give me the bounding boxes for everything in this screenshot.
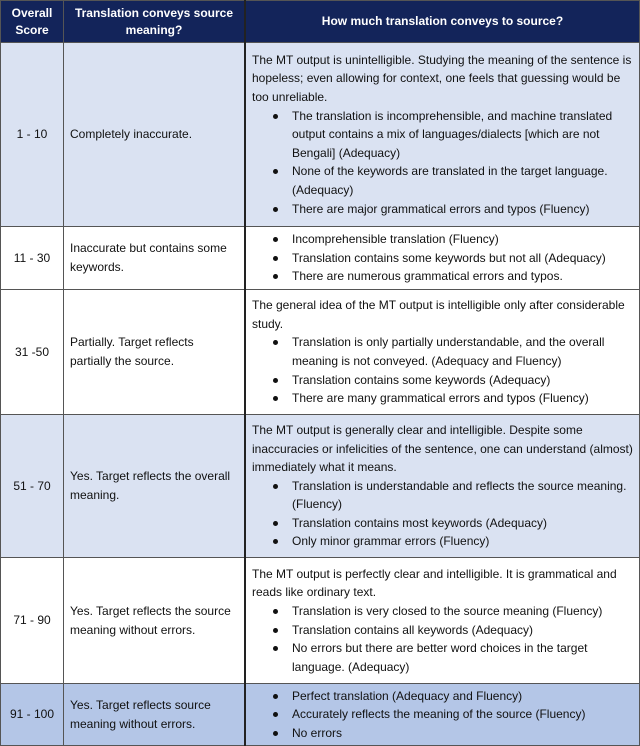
description-cell [245, 684, 640, 746]
criteria-item: No errors [292, 724, 633, 743]
header-overall-score: Overall Score [1, 1, 64, 43]
description-intro: The MT output is perfectly clear and intelligible. It is grammatical and reads like ordinary text. [252, 566, 617, 600]
criteria-item: Only minor grammar errors (Fluency) [292, 532, 633, 551]
table-row [1, 558, 640, 684]
score-cell: 51 - 70 [1, 415, 64, 558]
criteria-item: The translation is incomprehensible, and machine translated output contains a mix of languages/dialects [which are not Bengali] (Adequacy) [292, 107, 633, 163]
criteria-item: None of the keywords are translated in the target language. (Adequacy) [292, 162, 633, 199]
table-row [1, 684, 640, 746]
description-cell [245, 558, 640, 684]
criteria-item: Translation contains most keywords (Adequacy) [292, 514, 633, 533]
criteria-list [252, 333, 633, 407]
description-intro: The general idea of the MT output is intelligible only after considerable study. [252, 298, 625, 331]
table-row [1, 415, 640, 558]
criteria-item: Translation contains some keywords (Adequacy) [292, 371, 633, 390]
header-row [1, 1, 640, 43]
meaning-cell: Yes. Target reflects the source meaning without errors. [64, 558, 246, 684]
criteria-item: Perfect translation (Adequacy and Fluency) [292, 687, 633, 706]
criteria-item: Translation is understandable and reflects the source meaning. (Fluency) [292, 477, 633, 514]
criteria-list [252, 602, 633, 676]
criteria-item: No errors but there are better word choices in the target language. (Adequacy) [292, 639, 633, 676]
description-cell [245, 290, 640, 415]
criteria-item: Incomprehensible translation (Fluency) [292, 230, 633, 249]
score-cell: 31 -50 [1, 290, 64, 415]
criteria-list [252, 230, 633, 286]
table-row [1, 290, 640, 415]
criteria-item: There are many grammatical errors and typos (Fluency) [292, 389, 633, 408]
description-cell [245, 43, 640, 227]
description-cell [245, 415, 640, 558]
description-intro: The MT output is unintelligible. Studying the meaning of the sentence is hopeless; even allowing for context, one feels that guessing would be too unreliable. [252, 52, 632, 105]
description-intro: The MT output is generally clear and intelligible. Despite some inaccuracies or infelicities of the sentence, one can understand (almost) immediately what it means. [252, 422, 633, 475]
header-how-much: How much translation conveys to source? [245, 1, 640, 43]
meaning-cell: Completely inaccurate. [64, 43, 246, 227]
criteria-item: Accurately reflects the meaning of the source (Fluency) [292, 705, 633, 724]
score-cell: 71 - 90 [1, 558, 64, 684]
criteria-list [252, 687, 633, 743]
description-cell [245, 227, 640, 290]
criteria-item: Translation is only partially understandable, and the overall meaning is not conveyed. (Adequacy and Fluency) [292, 333, 633, 370]
criteria-item: Translation contains some keywords but not all (Adequacy) [292, 249, 633, 268]
criteria-list [252, 477, 633, 551]
score-cell: 1 - 10 [1, 43, 64, 227]
table-row [1, 43, 640, 227]
table-row [1, 227, 640, 290]
criteria-list [252, 107, 633, 219]
criteria-item: Translation is very closed to the source meaning (Fluency) [292, 602, 633, 621]
criteria-item: Translation contains all keywords (Adequacy) [292, 621, 633, 640]
score-cell: 91 - 100 [1, 684, 64, 746]
header-conveys-meaning: Translation conveys source meaning? [64, 1, 246, 43]
meaning-cell: Inaccurate but contains some keywords. [64, 227, 246, 290]
meaning-cell: Partially. Target reflects partially the source. [64, 290, 246, 415]
meaning-cell: Yes. Target reflects source meaning without errors. [64, 684, 246, 746]
score-cell: 11 - 30 [1, 227, 64, 290]
criteria-item: There are major grammatical errors and typos (Fluency) [292, 200, 633, 219]
criteria-item: There are numerous grammatical errors and typos. [292, 267, 633, 286]
meaning-cell: Yes. Target reflects the overall meaning. [64, 415, 246, 558]
